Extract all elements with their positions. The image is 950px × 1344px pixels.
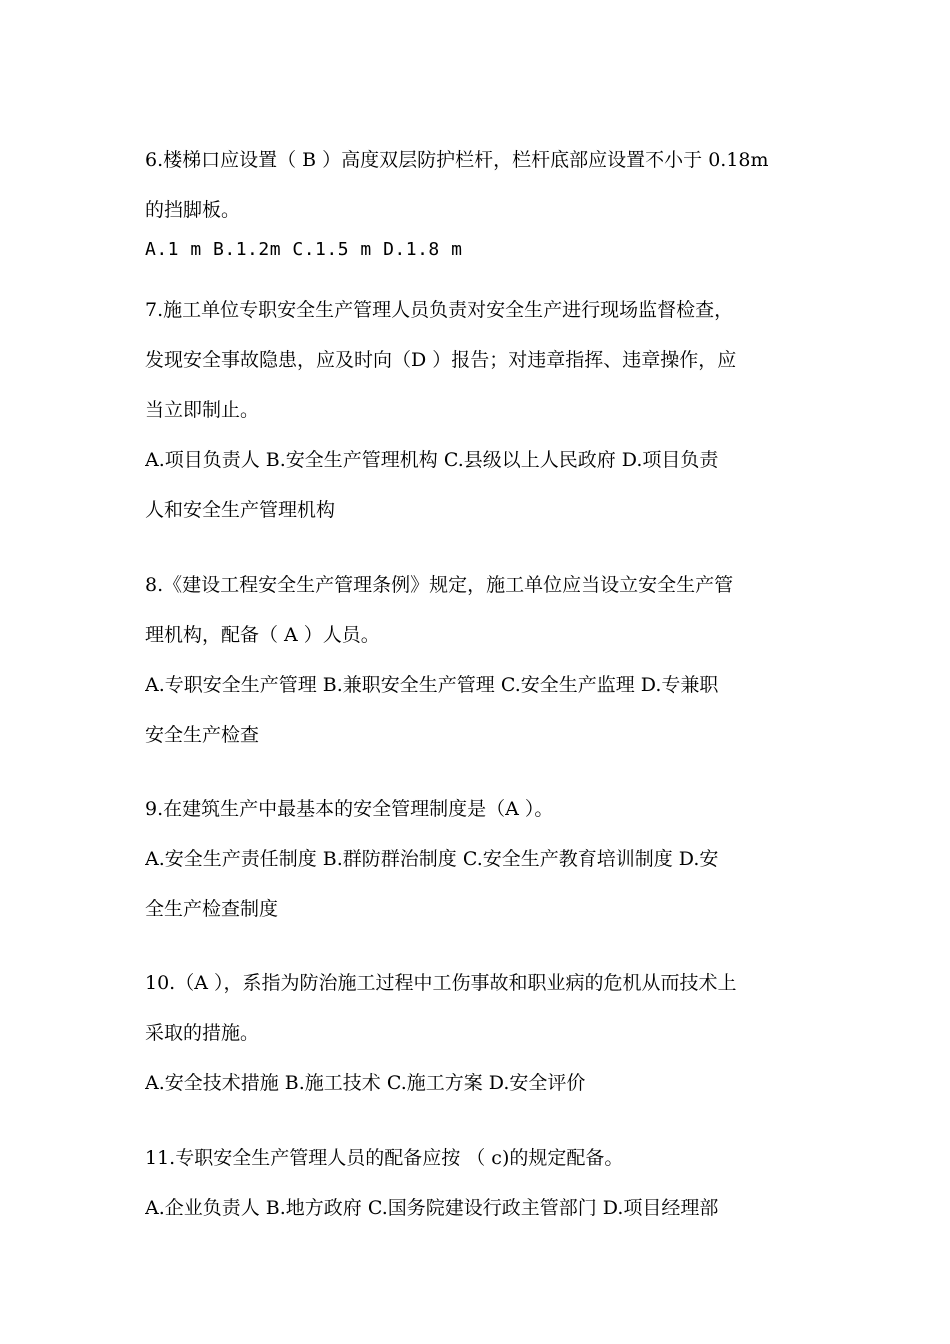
question-9-options-line-2: 全生产检查制度 (145, 898, 279, 920)
question-8-text-line-1: 8.《建设工程安全生产管理条例》规定，施工单位应当设立安全生产管 (145, 574, 734, 596)
question-9-text-line-1: 9.在建筑生产中最基本的安全管理制度是（A ）。 (145, 798, 554, 820)
question-7-text-line-2: 发现安全事故隐患，应及时向（D ）报告；对违章指挥、违章操作，应 (145, 349, 737, 371)
question-8-text-line-2: 理机构，配备（ A ）人员。 (145, 624, 380, 646)
question-11-text-line-1: 11.专职安全生产管理人员的配备应按 （ c)的规定配备。 (145, 1147, 624, 1169)
question-7-options-line-1: A.项目负责人 B.安全生产管理机构 C.县级以上人民政府 D.项目负责 (145, 449, 719, 471)
question-7-text-line-1: 7.施工单位专职安全生产管理人员负责对安全生产进行现场监督检查， (145, 299, 734, 321)
question-8-options-line-2: 安全生产检查 (145, 724, 260, 746)
question-10-text-line-2: 采取的措施。 (145, 1022, 260, 1044)
question-7-text-line-3: 当立即制止。 (145, 399, 260, 421)
question-8-options-line-1: A.专职安全生产管理 B.兼职安全生产管理 C.安全生产监理 D.专兼职 (145, 674, 719, 696)
question-10-text-line-1: 10.（A ），系指为防治施工过程中工伤事故和职业病的危机从而技术上 (145, 972, 737, 994)
question-9-options-line-1: A.安全生产责任制度 B.群防群治制度 C.安全生产教育培训制度 D.安 (145, 848, 719, 870)
question-6-text-line-1: 6.楼梯口应设置（ B ）高度双层防护栏杆，栏杆底部应设置不小于 0.18m (145, 149, 769, 171)
question-10-options: A.安全技术措施 B.施工技术 C.施工方案 D.安全评价 (145, 1072, 586, 1094)
question-7-options-line-2: 人和安全生产管理机构 (145, 499, 336, 521)
question-6-options: A.1 m B.1.2m C.1.5 m D.1.8 m (145, 239, 463, 260)
question-11-options: A.企业负责人 B.地方政府 C.国务院建设行政主管部门 D.项目经理部 (145, 1197, 719, 1219)
question-6-text-line-2: 的挡脚板。 (145, 199, 241, 221)
